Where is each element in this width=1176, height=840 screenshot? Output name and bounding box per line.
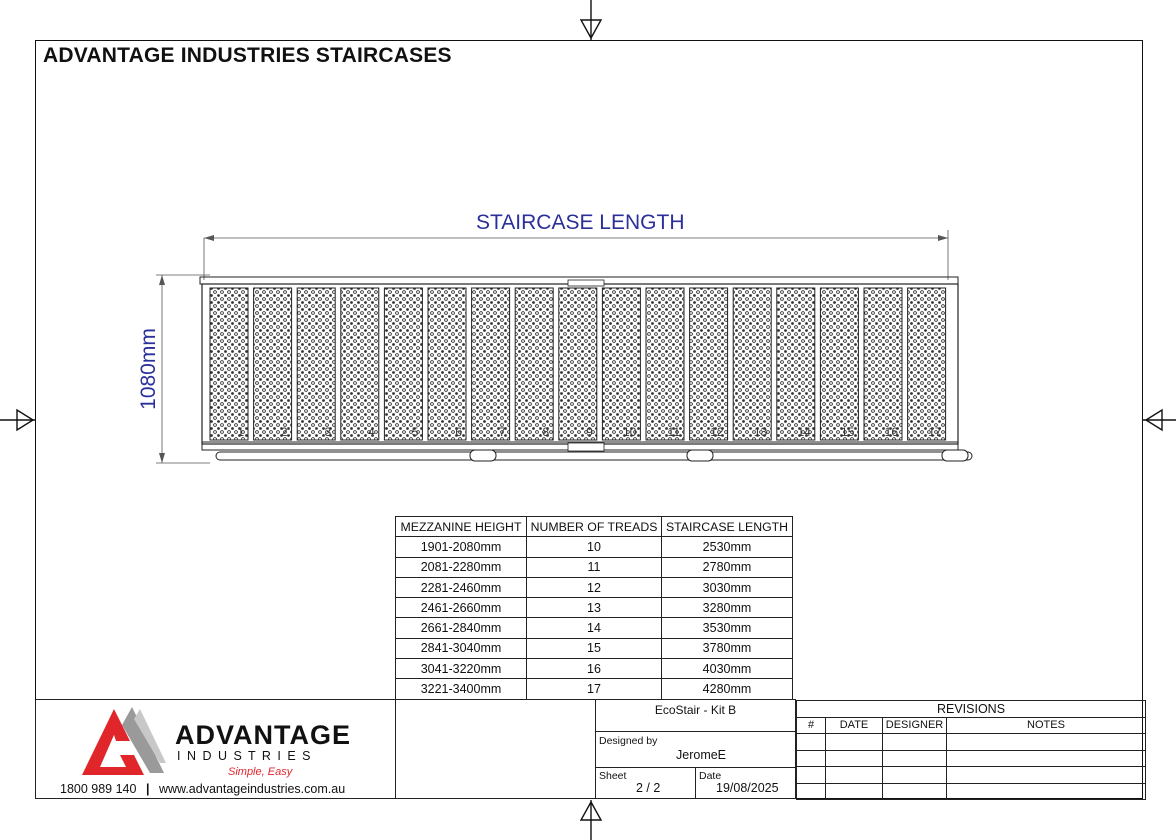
tread-panel [341,288,379,440]
revisions-title-row [797,701,1146,718]
tread-number: 10 [623,425,637,439]
mezzanine-height-cell: 2661-2840mm [396,618,527,638]
number-of-treads-cell: 15 [527,638,662,658]
phone-number: 1800 989 140 [60,782,137,796]
revision-row [797,750,1146,767]
table-row [396,577,793,597]
contact-separator: | [145,782,150,796]
number-of-treads-cell: 16 [527,659,662,679]
tread-number: 12 [710,425,724,439]
height-dimension-label: 1080mm [137,328,160,410]
empty-block [395,699,596,799]
left-center-arrow-icon [0,407,35,433]
tread-number: 6 [455,425,462,439]
staircase-size-table [395,516,793,700]
table-row [396,557,793,577]
tread-number: 15 [841,425,855,439]
table-row [396,598,793,618]
revisions-title: REVISIONS [797,701,1146,718]
number-of-treads-cell: 13 [527,598,662,618]
number-of-treads-cell: 11 [527,557,662,577]
logo-subtitle: I N D U S T R I E S [177,749,313,763]
tread-number: 11 [667,425,680,439]
tread-panel [733,288,771,440]
product-cell [595,699,796,732]
tread-panel [602,288,640,440]
top-center-arrow-icon [578,0,604,40]
number-of-treads-cell: 14 [527,618,662,638]
tread-panel [210,288,248,440]
mezzanine-height-cell: 2281-2460mm [396,577,527,597]
designed-by-label: Designed by [599,735,658,747]
column-header-number-of-treads: NUMBER OF TREADS [527,517,662,537]
table-header-row [396,517,793,537]
mezzanine-height-cell: 3041-3220mm [396,659,527,679]
number-of-treads-cell: 10 [527,537,662,557]
tread-number: 4 [368,425,375,439]
revisions-header-row [797,717,1146,734]
table-row [396,659,793,679]
advantage-logo-mark-icon [78,705,168,777]
tread-number: 3 [324,425,332,439]
sheet-label: Sheet [599,770,627,782]
staircase-length-label: STAIRCASE LENGTH [476,211,685,234]
sheet-cell [595,767,696,799]
tread-panel [690,288,728,440]
tread-number: 1 [237,425,244,439]
logo-wordmark: ADVANTAGE [175,720,351,750]
tread-panel [908,288,946,440]
staircase-length-cell: 3530mm [662,618,793,638]
mezzanine-height-cell: 3221-3400mm [396,679,527,699]
mezzanine-height-cell: 2461-2660mm [396,598,527,618]
tread-panel [515,288,553,440]
staircase-length-cell: 3280mm [662,598,793,618]
tread-number: 2 [280,425,288,439]
mezzanine-height-cell: 2081-2280mm [396,557,527,577]
number-of-treads-cell: 12 [527,577,662,597]
staircase-length-cell: 3780mm [662,638,793,658]
tread-panel [297,288,335,440]
revisions-header-notes: NOTES [947,717,1146,734]
mezzanine-height-cell: 1901-2080mm [396,537,527,557]
tread-number: 13 [753,425,768,439]
revisions-header-number: # [797,717,826,734]
designer-cell [595,731,796,768]
revision-row [797,767,1146,784]
tread-number: 7 [498,425,506,439]
table-row [396,638,793,658]
tread-number: 14 [797,425,811,439]
tread-number: 9 [586,425,593,439]
revision-row [797,783,1146,800]
tread-number: 16 [884,425,898,439]
product-name: EcoStair - Kit B [654,703,737,717]
table-row [396,679,793,699]
table-row [396,537,793,557]
website-link[interactable]: www.advantageindustries.com.au [158,782,346,796]
date-cell [695,767,796,799]
date-value: 19/08/2025 [716,781,779,795]
staircase-length-cell: 2780mm [662,557,793,577]
tread-panel [777,288,815,440]
staircase-drawing [150,220,980,470]
logo-tagline: Simple, Easy [228,766,293,778]
bottom-center-arrow-icon [578,800,604,840]
contact-line [60,782,345,796]
sheet-number: 2 / 2 [636,781,661,795]
date-label: Date [699,770,722,782]
tread-number: 17 [928,425,942,439]
column-header-mezzanine-height: MEZZANINE HEIGHT [396,517,527,537]
tread-panel [428,288,466,440]
tread-panel [820,288,858,440]
tread-number: 5 [411,425,419,439]
page-title: ADVANTAGE INDUSTRIES STAIRCASES [43,44,452,67]
revision-row [797,734,1146,751]
staircase-length-cell: 4030mm [662,659,793,679]
revisions-header-designer: DESIGNER [883,717,947,734]
tread-panel [384,288,422,440]
right-center-arrow-icon [1143,407,1176,433]
staircase-length-cell: 3030mm [662,577,793,597]
tread-panel [472,288,510,440]
revisions-header-date: DATE [826,717,883,734]
staircase-length-cell: 4280mm [662,679,793,699]
tread-panel [559,288,597,440]
tread-number: 8 [542,425,550,439]
number-of-treads-cell: 17 [527,679,662,699]
staircase-length-cell: 2530mm [662,537,793,557]
revisions-table [796,700,1146,800]
mezzanine-height-cell: 2841-3040mm [396,638,527,658]
designer-name: JeromeE [676,748,727,762]
table-row [396,618,793,638]
tread-panel [646,288,684,440]
column-header-staircase-length: STAIRCASE LENGTH [662,517,793,537]
tread-panel [254,288,292,440]
tread-panel [864,288,902,440]
